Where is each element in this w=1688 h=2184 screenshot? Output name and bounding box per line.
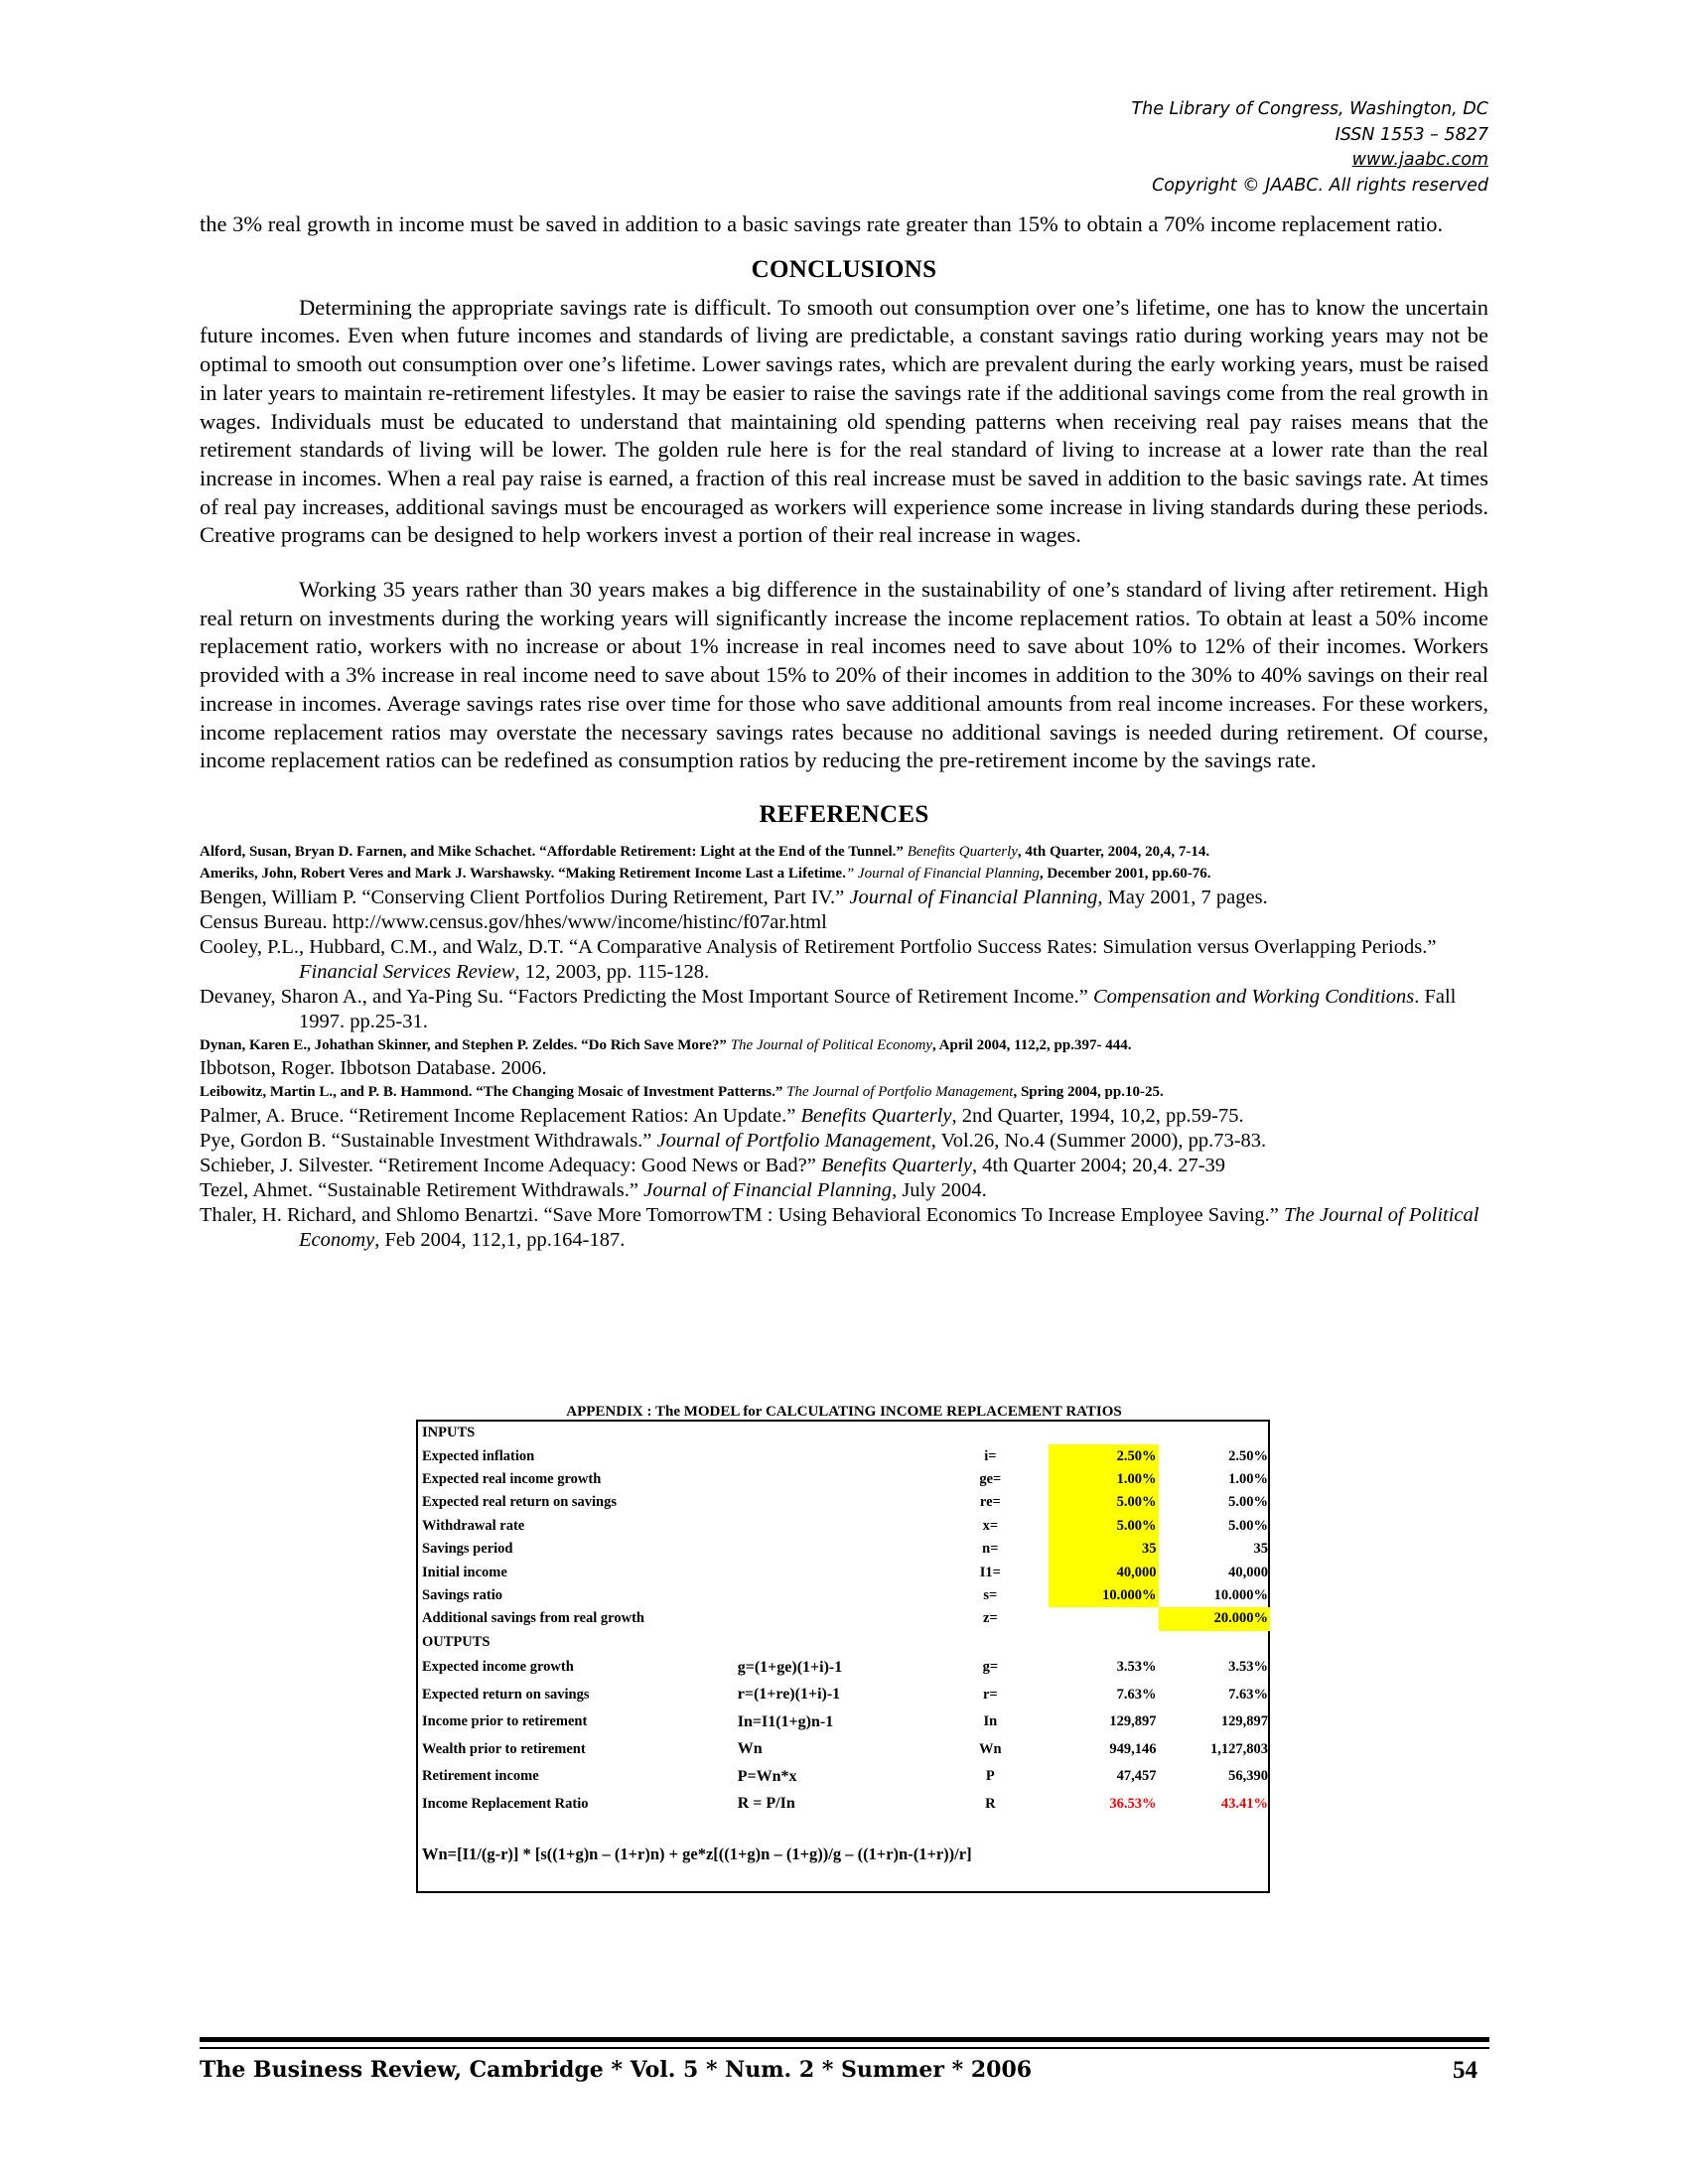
input-symbol: s=: [983, 1586, 998, 1603]
output-row: [420, 1763, 1270, 1791]
input-value-1[interactable]: 40,000: [1049, 1561, 1158, 1583]
footer-rule-thin: [200, 2047, 1489, 2049]
input-value-2: 2.50%: [1228, 1447, 1268, 1464]
output-formula: In=I1(1+g)n-1: [737, 1712, 834, 1730]
input-label: Expected inflation: [422, 1447, 535, 1464]
output-value-1: 47,457: [1116, 1768, 1157, 1785]
input-value-2: 1.00%: [1228, 1470, 1268, 1487]
output-label: Retirement income: [422, 1768, 539, 1785]
outputs-section-row: [420, 1631, 1270, 1654]
output-label: Wealth prior to retirement: [422, 1740, 586, 1757]
output-value-1: 7.63%: [1116, 1686, 1157, 1703]
output-symbol: r=: [982, 1686, 998, 1703]
replacement-ratio-value-2: 43.41%: [1220, 1795, 1268, 1812]
references-list: [200, 841, 1488, 1253]
input-value-2: 10.000%: [1213, 1586, 1268, 1603]
input-value-2: 40,000: [1228, 1564, 1268, 1580]
intro-paragraph: the 3% real growth in income must be saved in addition to a basic savings rate greater than 15% to obtain a 70% income replacement ratio.: [200, 211, 1444, 236]
input-symbol: ge=: [979, 1470, 1002, 1487]
reference-item: Tezel, Ahmet. “Sustainable Retirement Withdrawals.” Journal of Financial Planning, July 2004.: [200, 1178, 987, 1201]
output-value-2: 7.63%: [1228, 1686, 1268, 1703]
input-label: Expected real income growth: [422, 1470, 602, 1487]
input-symbol: re=: [979, 1494, 1001, 1511]
wealth-formula: Wn=[I1/(g-r)] * [s((1+g)n – (1+r)n) + ge*z[((1+g)n – (1+g))/g – ((1+r)n-(1+r))/r]: [422, 1844, 972, 1863]
replacement-ratio-value-1: 36.53%: [1109, 1795, 1157, 1812]
input-row: [420, 1584, 1270, 1607]
input-symbol: z=: [982, 1610, 998, 1627]
reference-item: Thaler, H. Richard, and Shlomo Benartzi. “Save More TomorrowTM : Using Behavioral Economics To Increase Employee Saving.” The Journal of Political Economy, Feb 2004, 112,1, pp.164-187.: [200, 1203, 1479, 1251]
output-value-2: 1,127,803: [1210, 1740, 1268, 1757]
appendix-model-table: [416, 1420, 1270, 1893]
output-value-1: 3.53%: [1116, 1659, 1157, 1676]
footer-journal: The Business Review, Cambridge * Vol. 5 * Num. 2 * Summer * 2006: [200, 2057, 1033, 2083]
output-label: Income prior to retirement: [422, 1713, 588, 1730]
output-value-2: 56,390: [1228, 1768, 1268, 1785]
input-row: [420, 1515, 1270, 1538]
header-website-link[interactable]: www.jaabc.com: [1351, 150, 1488, 170]
output-symbol: In: [983, 1713, 998, 1730]
header-issn: ISSN 1553 – 5827: [1335, 124, 1488, 145]
input-row: [420, 1444, 1270, 1467]
reference-item: Devaney, Sharon A., and Ya-Ping Su. “Factors Predicting the Most Important Source of Retirement Income.” Compensation and Working Conditions. Fall 1997. pp.25-31.: [200, 985, 1457, 1032]
output-label: Income Replacement Ratio: [422, 1795, 589, 1812]
output-row: [420, 1708, 1270, 1736]
output-value-2: 3.53%: [1228, 1659, 1268, 1676]
outputs-label: OUTPUTS: [422, 1633, 491, 1650]
conclusions-paragraph-2: Working 35 years rather than 30 years makes a big difference in the sustainability of one’s standard of living after retirement. High real return on investments during the working years will significantly increase the income replacement ratios. To obtain at least a 50% income replacement ratio, workers with no increase or about 1% increase in real incomes need to save about 10% to 12% of their incomes. Workers provided with a 3% increase in real income need to save about 15% to 20% of their incomes in addition to the 30% to 40% savings on their real increase in incomes. Average savings rates rise over time for those who save additional amounts from real income increases. For these workers, income replacement ratios may overstate the necessary savings rates because no additional savings is needed during retirement. Of course, income replacement ratios can be redefined as consumption ratios by reducing the pre-retirement income by the savings rate.: [200, 577, 1488, 773]
input-value-1[interactable]: 10.000%: [1049, 1584, 1158, 1607]
output-symbol: Wn: [979, 1740, 1002, 1757]
page-number: 54: [1453, 2057, 1477, 2084]
input-label: Savings ratio: [422, 1586, 502, 1603]
page-footer: [200, 2057, 1489, 2083]
output-value-1: 129,897: [1109, 1713, 1157, 1730]
input-value-2: 5.00%: [1228, 1517, 1268, 1534]
input-value-2: 35: [1253, 1541, 1268, 1558]
appendix-title: APPENDIX : The MODEL for CALCULATING INCOME REPLACEMENT RATIOS: [566, 1404, 1122, 1420]
output-symbol: P: [985, 1768, 995, 1785]
output-row: [420, 1681, 1270, 1708]
output-formula: r=(1+re)(1+i)-1: [737, 1686, 841, 1704]
input-row: [420, 1607, 1270, 1630]
input-row: [420, 1468, 1270, 1491]
output-symbol: R: [985, 1795, 996, 1812]
input-label: Withdrawal rate: [422, 1517, 525, 1534]
page-header: [1131, 97, 1488, 199]
reference-item: Cooley, P.L., Hubbard, C.M., and Walz, D.T. “A Comparative Analysis of Retirement Portfolio Success Rates: Simulation versus Overlapping Periods.” Financial Services Review, 12, 2003, pp. 115-128.: [200, 935, 1437, 983]
header-publisher: The Library of Congress, Washington, DC: [1131, 99, 1488, 119]
reference-item: Census Bureau. http://www.census.gov/hhes/www/income/histinc/f07ar.html: [200, 910, 827, 933]
input-label: Additional savings from real growth: [422, 1610, 644, 1627]
input-value-1[interactable]: 2.50%: [1049, 1444, 1158, 1467]
input-value-2: 5.00%: [1228, 1494, 1268, 1511]
input-label: Expected real return on savings: [422, 1494, 618, 1511]
conclusions-paragraph-1: Determining the appropriate savings rate is difficult. To smooth out consumption over one’s lifetime, one has to know the uncertain future incomes. Even when future incomes and standards of living are predictable, a constant savings ratio during working years may not be optimal to smooth out consumption over one’s lifetime. Lower savings rates, which are prevalent during the early working years, must be raised in later years to maintain re-retirement lifestyles. It may be easier to raise the savings rate if the additional savings come from the real growth in wages. Individuals must be educated to understand that maintaining old spending patterns when receiving real pay raises means that the retirement standards of living will be lower. The golden rule here is for the real standard of living to increase at a lower rate than the real increase in incomes. When a real pay raise is earned, a fraction of this real increase must be saved in addition to the basic savings rate. At times of real pay increases, additional savings must be encouraged as workers will experience some increase in living standards during these periods. Creative programs can be designed to help workers invest a portion of their real increase in wages.: [200, 294, 1488, 548]
output-formula: P=Wn*x: [737, 1767, 797, 1785]
output-formula: R = P/In: [737, 1795, 795, 1813]
input-symbol: n=: [982, 1541, 999, 1558]
input-symbol: I1=: [979, 1564, 1001, 1580]
input-value-1[interactable]: 5.00%: [1049, 1515, 1158, 1538]
reference-item: Ameriks, John, Robert Veres and Mark J. Warshawsky. “Making Retirement Income Last a Lifetime.” Journal of Financial Planning, December 2001, pp.60-76.: [200, 866, 1211, 883]
model-table: [420, 1422, 1270, 1818]
references-heading: REFERENCES: [759, 800, 929, 828]
input-symbol: x=: [982, 1517, 999, 1534]
input-symbol: i=: [984, 1447, 997, 1464]
output-row: [420, 1790, 1270, 1818]
output-row: [420, 1654, 1270, 1682]
input-value-1[interactable]: 35: [1049, 1538, 1158, 1561]
input-value-1[interactable]: 5.00%: [1049, 1491, 1158, 1514]
input-row: [420, 1491, 1270, 1514]
input-value-1: [1049, 1607, 1158, 1630]
article-body: [200, 210, 1488, 1253]
reference-item: Palmer, A. Bruce. “Retirement Income Replacement Ratios: An Update.” Benefits Quarterly, 2nd Quarter, 1994, 10,2, pp.59-75.: [200, 1104, 1244, 1127]
input-label: Initial income: [422, 1564, 507, 1580]
reference-item: Bengen, William P. “Conserving Client Portfolios During Retirement, Part IV.” Journal of Financial Planning, May 2001, 7 pages.: [200, 886, 1268, 908]
reference-item: Leibowitz, Martin L., and P. B. Hammond. “The Changing Mosaic of Investment Patterns.” The Journal of Portfolio Management, Spring 2004, pp.10-25.: [200, 1084, 1164, 1101]
output-formula: g=(1+ge)(1+i)-1: [737, 1658, 843, 1676]
output-label: Expected return on savings: [422, 1686, 590, 1703]
output-row: [420, 1735, 1270, 1763]
reference-item: Schieber, J. Silvester. “Retirement Income Adequacy: Good News or Bad?” Benefits Quarterly, 4th Quarter 2004; 20,4. 27-39: [200, 1154, 1226, 1176]
footer-rule-thick: [200, 2037, 1489, 2042]
inputs-section-row: [420, 1422, 1270, 1444]
reference-item: Dynan, Karen E., Johathan Skinner, and Stephen P. Zeldes. “Do Rich Save More?” The Journal of Political Economy, April 2004, 112,2, pp.397- 444.: [200, 1036, 1132, 1053]
output-symbol: g=: [982, 1659, 999, 1676]
reference-item: Alford, Susan, Bryan D. Farnen, and Mike Schachet. “Affordable Retirement: Light at the End of the Tunnel.” Benefits Quarterly, 4th Quarter, 2004, 20,4, 7-14.: [200, 843, 1210, 860]
input-value-2[interactable]: 20.000%: [1159, 1607, 1270, 1630]
output-value-2: 129,897: [1220, 1713, 1268, 1730]
input-label: Savings period: [422, 1541, 513, 1558]
reference-item: Pye, Gordon B. “Sustainable Investment Withdrawals.” Journal of Portfolio Management, Vol.26, No.4 (Summer 2000), pp.73-83.: [200, 1129, 1267, 1152]
input-row: [420, 1538, 1270, 1561]
output-value-1: 949,146: [1109, 1740, 1157, 1757]
inputs-label: INPUTS: [422, 1425, 476, 1441]
output-label: Expected income growth: [422, 1659, 574, 1676]
header-copyright: Copyright © JAABC. All rights reserved: [1152, 175, 1488, 196]
input-row: [420, 1561, 1270, 1583]
conclusions-heading: CONCLUSIONS: [751, 255, 937, 283]
reference-item: Ibbotson, Roger. Ibbotson Database. 2006.: [200, 1057, 547, 1080]
output-formula: Wn: [737, 1740, 763, 1758]
input-value-1[interactable]: 1.00%: [1049, 1468, 1158, 1491]
